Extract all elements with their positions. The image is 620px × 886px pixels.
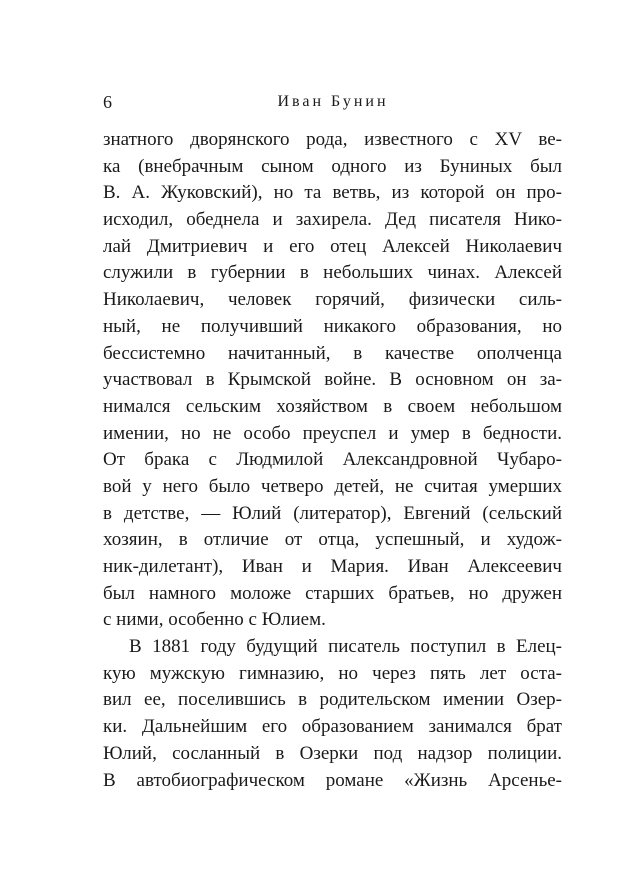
text-line: ник-дилетант), Иван и Мария. Иван Алексеевич — [103, 556, 562, 577]
running-head — [103, 90, 563, 114]
text-line: служили в губернии в небольших чинах. Алексей — [103, 262, 562, 284]
text-line: В автобиографическом романе «Жизнь Арсенье- — [103, 769, 562, 791]
text-line: От брака с Людмилой Александровной Чубаро- — [103, 449, 562, 471]
text-line: имении, но не особо преуспел и умер в бедности. — [103, 422, 562, 444]
body-text — [103, 127, 562, 794]
text-line: участвовал в Крымской войне. В основном он за- — [103, 369, 562, 391]
text-line: В. А. Жуковский), но та ветвь, из которой он про- — [103, 182, 562, 204]
text-line: ки. Дальнейшим его образованием занимался брат — [103, 716, 562, 738]
text-line: ка (внебрачным сыном одного из Буниных был — [103, 155, 562, 177]
text-line: нимался сельским хозяйством в своем небольшом — [103, 395, 562, 417]
text-line: лай Дмитриевич и его отец Алексей Николаевич — [103, 235, 562, 257]
text-line: хозяин, в отличие от отца, успешный, и худож- — [103, 529, 562, 551]
paragraph-end-line: с ними, особенно с Юлием. — [103, 609, 326, 631]
text-line: бессистемно начитанный, в качестве ополченца — [103, 342, 562, 364]
text-line: вой у него было четверо детей, не считая умерших — [103, 475, 562, 497]
paragraph-start-line: В 1881 году будущий писатель поступил в Елец- — [129, 636, 562, 658]
page-number: 6 — [103, 92, 112, 112]
running-title: Иван Бунин — [277, 93, 389, 110]
text-line: кую мужскую гимназию, но через пять лет оста- — [103, 662, 562, 684]
text-line: Николаевич, человек горячий, физически силь- — [103, 289, 562, 311]
text-line: Юлий, сосланный в Озерки под надзор полиции. — [103, 742, 562, 764]
text-line: был намного моложе старших братьев, но дружен — [103, 582, 562, 604]
text-line: исходил, обеднела и захирела. Дед писателя Нико- — [103, 209, 562, 231]
text-line: в детстве, — Юлий (литератор), Евгений (сельский — [103, 502, 562, 524]
text-line: вил ее, поселившись в родительском имении Озер- — [103, 689, 562, 711]
text-line: ный, не получивший никакого образования, но — [103, 315, 562, 337]
text-line: знатного дворянского рода, известного с XV ве- — [103, 129, 562, 150]
